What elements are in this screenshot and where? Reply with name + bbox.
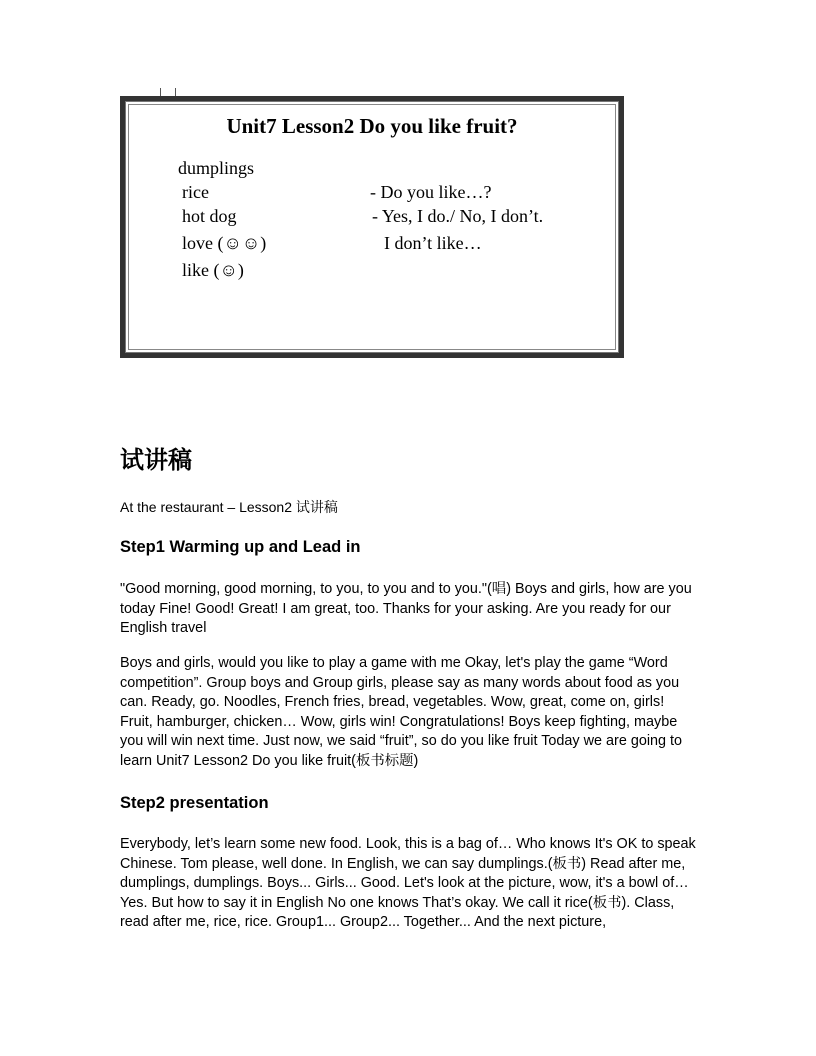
document-subtitle: At the restaurant – Lesson2 试讲稿 [120,499,338,515]
board-phrase-dislike: I don’t like… [384,233,482,253]
step2-heading: Step2 presentation [120,794,269,812]
board-phrase-question: - Do you like…? [370,182,492,202]
board-word-love: love (☺☺) [182,233,267,253]
blackboard-figure [120,96,624,358]
board-phrase-answer: - Yes, I do./ No, I don’t. [372,206,544,226]
paragraph-game: Boys and girls, would you like to play a game with me Okay, let's play the game “Word competition”. Group boys and Group girls, please say as many words about food as you can. Ready, go. Noodles, French fries, bread, vegetables. Wow, great, come on, girls! Fruit, hamburger, chicken… Wow, girls win! Congratulations! Boys keep fighting, maybe you will win next time. Just now, we said “fruit”, so do you like fruit Today we are going to learn Unit7 Lesson2 Do you like fruit(板书标题) [120,655,683,769]
blackboard-panel [125,101,619,353]
paragraph-greeting: "Good morning, good morning, to you, to you and to you."(唱) Boys and girls, how are you today Fine! Good! Great! I am great, too. Thanks for your asking. Are you ready for our English travel [120,581,692,636]
board-word-like: like (☺) [182,260,244,280]
paragraph-presentation: Everybody, let’s learn some new food. Look, this is a bag of… Who knows It's OK to speak Chinese. Tom please, well done. In English, we can say dumplings.(板书) Read after me, dumplings, dumplings. Boys... Girls... Good. Let's look at the picture, wow, it's a bowl of… Yes. But how to say it in English No one knows That’s okay. We call it rice(板书). Class, read after me, rice, rice. Group1... Group2... Together... And the next picture, [120,836,696,930]
document-heading: 试讲稿 [120,446,192,474]
board-word-hot-dog: hot dog [182,206,237,226]
step1-heading: Step1 Warming up and Lead in [120,538,361,556]
board-word-dumplings: dumplings [178,158,255,178]
board-title: Unit7 Lesson2 Do you like fruit? [226,114,518,138]
board-word-rice: rice [182,182,209,202]
